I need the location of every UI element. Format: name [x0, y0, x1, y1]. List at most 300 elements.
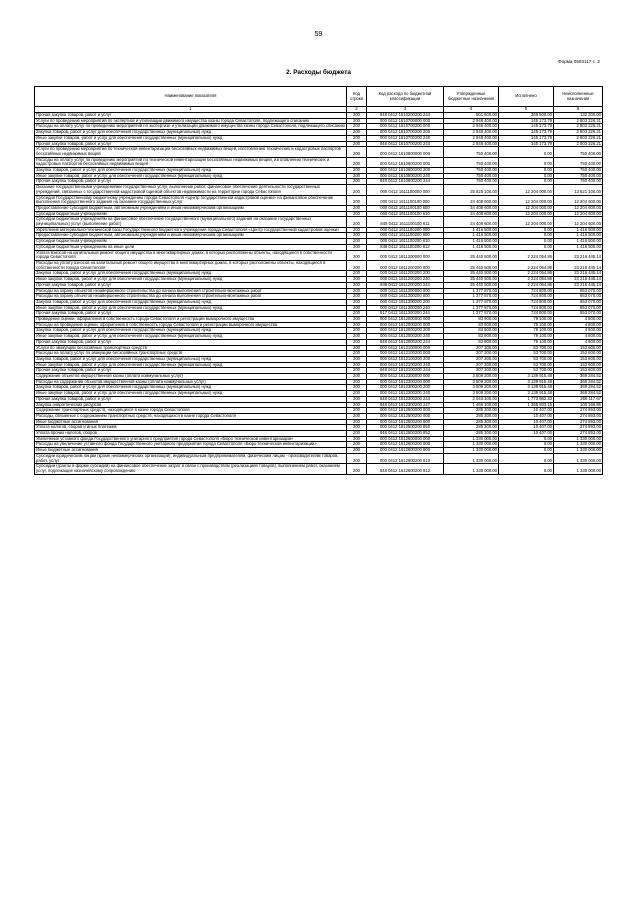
- row-approved-cell: 83 900.00: [444, 322, 499, 328]
- row-executed-cell: 12 204 000.00: [499, 205, 554, 211]
- row-classification-cell: 000 0412 1612500000 000: [367, 408, 444, 414]
- row-unexecuted-cell: 369 284.52: [554, 379, 603, 385]
- row-code-cell: 200: [347, 362, 367, 368]
- column-number: 4: [444, 107, 499, 113]
- row-classification-cell: 000 0412 1612300000 000: [367, 374, 444, 380]
- row-approved-cell: 3 509 200.00: [444, 385, 499, 391]
- row-unexecuted-cell: 369 284.52: [554, 391, 603, 397]
- row-classification-cell: 000 0412 1612300200 200: [367, 385, 444, 391]
- row-name-cell: Расходы на оплату услуг по проведению мероприятий по технической инвентаризации бесхозяйных недвижимых вещей, изготовлению технических и кадастровых паспортов бесхозяйных недвижимых вещей: [35, 157, 347, 167]
- row-code-cell: 200: [347, 356, 367, 362]
- row-classification-cell: 000 0412 1612500200 000: [367, 413, 444, 419]
- row-approved-cell: 25 825 100.00: [444, 185, 499, 195]
- row-name-cell: Расходы на оплату услуг по проведению мероприятий по экспертизе и утилизации движимого имущества казны города Севастополя, подлежащего списанию: [36, 123, 345, 129]
- row-name-cell: Иные закупки товаров, работ и услуг для обеспечения государственных (муниципальных) нужд: [35, 277, 347, 283]
- row-approved-cell: 1 330 000.00: [444, 464, 499, 474]
- row-code-cell: 200: [347, 288, 367, 294]
- row-unexecuted-cell: 653 070.00: [554, 299, 603, 305]
- row-classification-cell: 000 0412 1611300200 240: [367, 305, 444, 311]
- column-number: 2: [347, 107, 367, 113]
- row-name-cell: Прочая закупка товаров, работ и услуг: [35, 311, 347, 317]
- row-approved-cell: 1 416 500.00: [444, 239, 499, 245]
- row-approved-cell: 24 408 600.00: [444, 205, 499, 211]
- row-unexecuted-cell: 153 600.00: [554, 345, 603, 351]
- row-executed-cell: 10 407.00: [499, 413, 554, 419]
- row-name-cell: Иные закупки товаров, работ и услуг для обеспечения государственных (муниципальных) нужд: [35, 391, 347, 397]
- row-approved-cell: 1 330 000.00: [444, 442, 499, 448]
- row-classification-cell: 000 0412 1612600200 810: [367, 453, 444, 463]
- row-executed-cell: 2 224 054.86: [499, 282, 554, 288]
- row-unexecuted-cell: 23 216 445.14: [554, 250, 603, 260]
- row-classification-cell: 000 0412 1611100000 000: [367, 185, 444, 195]
- row-executed-cell: 145 173.79: [499, 135, 554, 141]
- row-approved-cell: 83 900.00: [444, 317, 499, 323]
- row-classification-cell: 000 0412 1612500200 800: [367, 419, 444, 425]
- row-classification-cell: 000 0412 1612000200 000: [367, 322, 444, 328]
- row-approved-cell: 207 300.00: [444, 351, 499, 357]
- row-unexecuted-cell: 750 400.00: [554, 157, 603, 167]
- row-executed-cell: 3 139 915.48: [499, 379, 554, 385]
- row-approved-cell: 24 408 600.00: [444, 217, 499, 227]
- row-approved-cell: 1 330 000.00: [444, 436, 499, 442]
- row-name-cell: Субсидии бюджетным учреждениям на финансовое обеспечение государственного (муниципального) задания на оказание государственных (муниципальных) услуг (выполнение работ): [35, 217, 347, 227]
- row-unexecuted-cell: 1 330 000.00: [554, 442, 603, 448]
- row-name-cell: Расходы на содержание объектов имущественной казны (оплата коммунальных услуг): [35, 379, 347, 385]
- row-code-cell: 200: [347, 244, 367, 250]
- row-unexecuted-cell: 4 800.00: [554, 334, 603, 340]
- row-unexecuted-cell: 1 416 500.00: [554, 244, 603, 250]
- row-code-cell: 200: [347, 453, 367, 463]
- row-code-cell: 200: [347, 185, 367, 195]
- row-code-cell: 200: [347, 413, 367, 419]
- row-code-cell: 200: [347, 299, 367, 305]
- row-approved-cell: 2 948 400.00: [444, 124, 499, 130]
- row-unexecuted-cell: 2 803 226.21: [554, 135, 603, 141]
- row-name-cell: Закупка товаров, работ и услуг для обеспечения государственных (муниципальных) нужд: [35, 356, 347, 362]
- row-code-cell: 200: [347, 464, 367, 474]
- row-code-cell: 200: [347, 294, 367, 300]
- row-code-cell: 200: [347, 233, 367, 239]
- row-code-cell: 200: [347, 282, 367, 288]
- row-approved-cell: 83 900.00: [444, 339, 499, 345]
- row-approved-cell: 207 300.00: [444, 345, 499, 351]
- row-name-cell: Закупка энергетических ресурсов: [35, 402, 347, 408]
- row-unexecuted-cell: 13 621 100.00: [554, 185, 603, 195]
- column-header-unexecuted: Неисполненные назначения: [554, 87, 603, 107]
- row-executed-cell: 12 204 000.00: [499, 211, 554, 217]
- row-code-cell: 200: [347, 271, 367, 277]
- row-executed-cell: 0.00: [499, 448, 554, 454]
- row-code-cell: 200: [347, 141, 367, 147]
- table-row: [35, 453, 603, 463]
- row-classification-cell: 848 0412 1612100200 244: [367, 368, 444, 374]
- row-executed-cell: 0.00: [499, 227, 554, 233]
- row-unexecuted-cell: 23 216 445.14: [554, 282, 603, 288]
- row-executed-cell: 10 407.00: [499, 431, 554, 437]
- row-name-cell: Прочая закупка товаров, работ и услуг: [35, 113, 347, 119]
- row-approved-cell: 1 416 500.00: [444, 227, 499, 233]
- row-executed-cell: 79 100.00: [499, 328, 554, 334]
- row-code-cell: 200: [347, 374, 367, 380]
- row-approved-cell: 2 043 100.00: [444, 396, 499, 402]
- row-code-cell: 200: [347, 334, 367, 340]
- row-executed-cell: 145 173.79: [499, 118, 554, 124]
- row-name-cell: Содержание объектов имущественной казны (оплата коммунальных услуг): [35, 374, 347, 380]
- row-unexecuted-cell: 750 400.00: [554, 173, 603, 179]
- row-name-cell: Прочая закупка товаров, работ и услуг: [35, 282, 347, 288]
- row-unexecuted-cell: 750 400.00: [554, 168, 603, 174]
- row-executed-cell: 79 100.00: [499, 334, 554, 340]
- row-code-cell: 200: [347, 305, 367, 311]
- row-classification-cell: 000 0412 1612000000 000: [367, 317, 444, 323]
- row-code-cell: 200: [347, 396, 367, 402]
- row-code-cell: 200: [347, 239, 367, 245]
- row-classification-cell: 000 0412 1610800200 240: [367, 173, 444, 179]
- row-name-cell: Закупка товаров, работ и услуг для обеспечения государственных (муниципальных) нужд: [35, 168, 347, 174]
- row-unexecuted-cell: 4 800.00: [554, 328, 603, 334]
- row-executed-cell: 0.00: [499, 147, 554, 157]
- row-code-cell: 200: [347, 205, 367, 211]
- row-name-cell: Закупка товаров, работ и услуг для обеспечения государственных (муниципальных) нужд: [35, 130, 347, 136]
- row-unexecuted-cell: 653 070.00: [554, 288, 603, 294]
- row-code-cell: 200: [347, 379, 367, 385]
- row-unexecuted-cell: 274 893.00: [554, 431, 603, 437]
- row-executed-cell: 0.00: [499, 442, 554, 448]
- row-name-cell: Расходы на увеличение уставного фонда Государственного унитарного предприятия города Севастополя «Бюро технической инвентаризации»: [35, 442, 347, 448]
- row-name-cell: Прочая закупка товаров, работ и услуг: [35, 368, 347, 374]
- row-unexecuted-cell: 4 800.00: [554, 339, 603, 345]
- row-classification-cell: 000 0412 1610800200 200: [367, 168, 444, 174]
- row-code-cell: 200: [347, 436, 367, 442]
- row-executed-cell: 10 407.00: [499, 425, 554, 431]
- row-name-cell: Иные бюджетные ассигнования: [35, 448, 347, 454]
- row-unexecuted-cell: 269 117.67: [554, 396, 603, 402]
- row-unexecuted-cell: 12 204 600.00: [554, 211, 603, 217]
- row-classification-cell: 000 0412 1611100100 610: [367, 211, 444, 217]
- row-approved-cell: 750 400.00: [444, 147, 499, 157]
- row-executed-cell: 53 700.00: [499, 351, 554, 357]
- row-approved-cell: 24 408 600.00: [444, 211, 499, 217]
- row-classification-cell: 000 0412 1610800200 000: [367, 157, 444, 167]
- row-code-cell: 200: [347, 173, 367, 179]
- table-row: [35, 250, 603, 260]
- table-row: [35, 157, 603, 167]
- row-code-cell: 200: [347, 328, 367, 334]
- row-approved-cell: 2 948 400.00: [444, 130, 499, 136]
- row-executed-cell: 369 500.00: [499, 113, 554, 119]
- row-name-cell: Субсидии бюджетным учреждениям: [35, 239, 347, 245]
- row-executed-cell: 0.00: [499, 157, 554, 167]
- row-executed-cell: 724 800.00: [499, 294, 554, 300]
- row-approved-cell: 2 948 400.00: [444, 141, 499, 147]
- row-approved-cell: 1 377 870.00: [444, 288, 499, 294]
- column-header-approved: Утвержденные бюджетные назначения: [444, 87, 499, 107]
- row-unexecuted-cell: 274 893.00: [554, 408, 603, 414]
- row-unexecuted-cell: 23 216 445.14: [554, 260, 603, 270]
- row-executed-cell: 1 773 982.33: [499, 396, 554, 402]
- row-classification-cell: 000 0412 1611200200 240: [367, 277, 444, 283]
- row-executed-cell: 724 800.00: [499, 311, 554, 317]
- row-code-cell: 200: [347, 124, 367, 130]
- row-unexecuted-cell: 153 600.00: [554, 356, 603, 362]
- row-code-cell: 200: [347, 322, 367, 328]
- row-approved-cell: 1 377 870.00: [444, 305, 499, 311]
- row-approved-cell: 25 440 500.00: [444, 271, 499, 277]
- row-approved-cell: 750 400.00: [444, 168, 499, 174]
- row-code-cell: 200: [347, 211, 367, 217]
- row-unexecuted-cell: 23 216 445.14: [554, 277, 603, 283]
- row-classification-cell: 000 0412 1612500200 850: [367, 425, 444, 431]
- row-classification-cell: 000 0412 1612100000 000: [367, 345, 444, 351]
- row-executed-cell: 0.00: [499, 173, 554, 179]
- row-unexecuted-cell: 1 330 000.00: [554, 453, 603, 463]
- row-code-cell: 200: [347, 168, 367, 174]
- row-approved-cell: 83 900.00: [444, 334, 499, 340]
- row-executed-cell: 2 224 054.86: [499, 260, 554, 270]
- row-classification-cell: 000 0412 1612300200 240: [367, 391, 444, 397]
- row-name-cell: Расходы на охрану объектов незавершенного строительства до начала выполнения строительно-монтажных работ: [35, 288, 347, 294]
- row-approved-cell: 750 400.00: [444, 157, 499, 167]
- row-unexecuted-cell: 653 070.00: [554, 305, 603, 311]
- row-code-cell: 200: [347, 130, 367, 136]
- row-executed-cell: 1 365 933.15: [499, 402, 554, 408]
- row-name-cell: Расходы, связанные с содержанием транспортных средств, находящихся в казне города Севастополя: [35, 413, 347, 419]
- row-approved-cell: 25 440 500.00: [444, 260, 499, 270]
- row-code-cell: 200: [347, 339, 367, 345]
- row-unexecuted-cell: 274 893.00: [554, 419, 603, 425]
- row-code-cell: 200: [347, 260, 367, 270]
- row-name-cell: Закупка товаров, работ и услуг для обеспечения государственных (муниципальных) нужд: [35, 271, 347, 277]
- row-executed-cell: 10 407.00: [499, 419, 554, 425]
- table-row: [35, 217, 603, 227]
- row-executed-cell: 724 800.00: [499, 288, 554, 294]
- row-name-cell: Субсидии бюджетным учреждениям на иные цели: [35, 244, 347, 250]
- row-classification-cell: 000 0412 1611200200 000: [367, 260, 444, 270]
- row-name-cell: Закупка товаров, работ и услуг для обеспечения государственных (муниципальных) нужд: [35, 385, 347, 391]
- row-executed-cell: 724 800.00: [499, 299, 554, 305]
- row-approved-cell: 1 377 870.00: [444, 311, 499, 317]
- row-unexecuted-cell: 153 600.00: [554, 362, 603, 368]
- row-unexecuted-cell: 2 803 226.21: [554, 141, 603, 147]
- table-row: [35, 195, 603, 205]
- row-code-cell: 200: [347, 351, 367, 357]
- row-classification-cell: 000 0412 1612100200 240: [367, 362, 444, 368]
- row-classification-cell: 848 0412 1611200200 244: [367, 282, 444, 288]
- row-name-cell: Прочая закупка товаров, работ и услуг: [35, 141, 347, 147]
- row-classification-cell: 000 0412 1611300000 000: [367, 288, 444, 294]
- row-name-cell: Иные закупки товаров, работ и услуг для обеспечения государственных (муниципальных) нужд: [35, 173, 347, 179]
- column-number: 6: [554, 107, 603, 113]
- row-code-cell: 200: [347, 135, 367, 141]
- row-classification-cell: 848 0412 1611100200 612: [367, 244, 444, 250]
- row-code-cell: 200: [347, 448, 367, 454]
- row-executed-cell: 3 139 915.48: [499, 374, 554, 380]
- section-title: 2. Расходы бюджета: [286, 69, 351, 76]
- row-classification-cell: 848 0412 1610200200 244: [367, 113, 444, 119]
- row-executed-cell: 145 173.79: [499, 130, 554, 136]
- row-executed-cell: 0.00: [499, 464, 554, 474]
- row-approved-cell: 207 300.00: [444, 356, 499, 362]
- row-code-cell: 200: [347, 442, 367, 448]
- row-name-cell: Уплата налогов, сборов и иных платежей: [35, 425, 347, 431]
- row-unexecuted-cell: 1 416 500.00: [554, 233, 603, 239]
- row-executed-cell: 724 800.00: [499, 305, 554, 311]
- row-classification-cell: 000 0412 1612100200 200: [367, 356, 444, 362]
- row-code-cell: 200: [347, 227, 367, 233]
- row-classification-cell: 000 0412 1610700200 000: [367, 124, 444, 130]
- row-classification-cell: 848 0412 1612500200 852: [367, 431, 444, 437]
- row-code-cell: 200: [347, 217, 367, 227]
- row-name-cell: Субсидия Государственному бюджетному учреждению города Севастополя «Центр государственной кадастровой оценки» на финансовое обеспечение выполнения государственного задания на оказание государственных услуг: [35, 195, 347, 205]
- row-approved-cell: 501 600.00: [444, 113, 499, 119]
- row-approved-cell: 24 408 600.00: [444, 195, 499, 205]
- row-code-cell: 200: [347, 425, 367, 431]
- row-executed-cell: 2 224 054.86: [499, 271, 554, 277]
- row-name-cell: Прочая закупка товаров, работ и услуг: [35, 339, 347, 345]
- row-name-cell: Иные закупки товаров, работ и услуг для обеспечения государственных (муниципальных) нужд: [35, 135, 347, 141]
- row-classification-cell: 848 0412 1610700200 244: [367, 141, 444, 147]
- row-classification-cell: 000 0412 1611300200 000: [367, 294, 444, 300]
- row-code-cell: 200: [347, 179, 367, 185]
- table-header-row: [35, 87, 603, 107]
- row-classification-cell: 000 0412 1610700200 240: [367, 135, 444, 141]
- row-executed-cell: 2 224 054.86: [499, 277, 554, 283]
- row-classification-cell: 000 0412 1610700200 200: [367, 130, 444, 136]
- row-executed-cell: 0.00: [499, 179, 554, 185]
- row-executed-cell: 53 700.00: [499, 362, 554, 368]
- row-unexecuted-cell: 653 070.00: [554, 294, 603, 300]
- row-approved-cell: 83 900.00: [444, 328, 499, 334]
- row-approved-cell: 750 400.00: [444, 173, 499, 179]
- budget-expenses-table: [34, 86, 603, 475]
- row-classification-cell: 817 0412 1611300200 244: [367, 311, 444, 317]
- row-unexecuted-cell: 2 803 226.21: [554, 124, 603, 130]
- row-unexecuted-cell: 23 216 445.14: [554, 271, 603, 277]
- row-executed-cell: 2 224 054.86: [499, 250, 554, 260]
- column-number: 3: [367, 107, 444, 113]
- row-executed-cell: 79 100.00: [499, 322, 554, 328]
- row-executed-cell: 3 139 915.48: [499, 385, 554, 391]
- row-unexecuted-cell: 2 803 226.21: [554, 118, 603, 124]
- row-name-cell: Уплата прочих налогов, сборов: [35, 431, 347, 437]
- row-approved-cell: 2 948 400.00: [444, 135, 499, 141]
- row-classification-cell: 000 0412 1612600200 000: [367, 442, 444, 448]
- row-name-cell: Услуги по эвакуации бесхозяйных транспортных средств: [35, 345, 347, 351]
- row-approved-cell: 1 330 000.00: [444, 453, 499, 463]
- row-unexecuted-cell: 750 400.00: [554, 179, 603, 185]
- row-unexecuted-cell: 369 284.52: [554, 385, 603, 391]
- row-classification-cell: 848 0412 1610800200 244: [367, 179, 444, 185]
- column-header-line-code: Код строки: [347, 87, 367, 107]
- row-unexecuted-cell: 274 893.00: [554, 425, 603, 431]
- row-unexecuted-cell: 369 284.52: [554, 374, 603, 380]
- row-code-cell: 200: [347, 250, 367, 260]
- row-code-cell: 200: [347, 408, 367, 414]
- row-classification-cell: 000 0412 1612300200 000: [367, 379, 444, 385]
- table-row: [35, 464, 603, 474]
- row-approved-cell: 3 509 200.00: [444, 391, 499, 397]
- row-name-cell: Укрепление материально-технической базы Государственного бюджетного учреждения города Севастополя «Центр государственной кадастровой оценки»: [35, 227, 347, 233]
- row-approved-cell: 207 300.00: [444, 368, 499, 374]
- row-name-cell: Иные бюджетные ассигнования: [35, 419, 347, 425]
- row-approved-cell: 3 509 200.00: [444, 379, 499, 385]
- row-code-cell: 200: [347, 118, 367, 124]
- row-approved-cell: 3 509 200.00: [444, 374, 499, 380]
- row-code-cell: 200: [347, 277, 367, 283]
- row-name-cell: Предоставление субсидий бюджетным, автономным учреждениям и иным некоммерческим организациям: [35, 205, 347, 211]
- row-executed-cell: 0.00: [499, 233, 554, 239]
- row-executed-cell: 10 407.00: [499, 408, 554, 414]
- row-executed-cell: 3 139 915.48: [499, 391, 554, 397]
- row-classification-cell: 000 0412 1611100200 610: [367, 239, 444, 245]
- row-executed-cell: 0.00: [499, 453, 554, 463]
- row-approved-cell: 1 416 500.00: [444, 244, 499, 250]
- row-classification-cell: 000 0412 1611100100 000: [367, 195, 444, 205]
- row-code-cell: 200: [347, 345, 367, 351]
- row-approved-cell: 285 300.00: [444, 431, 499, 437]
- row-code-cell: 200: [347, 385, 367, 391]
- column-header-name: Наименование показателя: [35, 87, 347, 107]
- row-classification-cell: 000 0412 1612100200 000: [367, 351, 444, 357]
- row-code-cell: 200: [347, 157, 367, 167]
- row-executed-cell: 0.00: [499, 168, 554, 174]
- row-approved-cell: 207 300.00: [444, 362, 499, 368]
- row-unexecuted-cell: 1 330 000.00: [554, 436, 603, 442]
- row-name-cell: Субсидии юридическим лицам (кроме некоммерческих организаций), индивидуальным предпринимателям, физическим лицам - производителям товаров, работ, услуг: [35, 453, 347, 463]
- row-classification-cell: 000 0412 1612600000 000: [367, 436, 444, 442]
- row-name-cell: Оказание государственными учреждениями государственных услуг, выполнение работ, финансовое обеспечение деятельности государственных учреждений, связанных с государственной кадастровой оценкой объектов недвижимости на территории города Севастополя: [35, 185, 347, 195]
- row-code-cell: 200: [347, 402, 367, 408]
- row-executed-cell: 12 204 000.00: [499, 185, 554, 195]
- row-executed-cell: 0.00: [499, 244, 554, 250]
- row-code-cell: 200: [347, 195, 367, 205]
- row-name-cell: Услуги по проведению мероприятий по технической инвентаризации бесхозяйных недвижимых вещей, изготовлению технических и кадастровых паспортов бесхозяйных недвижимых вещей: [35, 147, 347, 157]
- row-name-cell: Расходы на уплату взносов на капитальный ремонт общего имущества в многоквартирных домах, в которых расположены объекты, находящиеся в собственности города Севастополя: [35, 260, 347, 270]
- row-approved-cell: 1 377 870.00: [444, 294, 499, 300]
- row-name-cell: Прочая закупка товаров, работ и услуг: [35, 179, 347, 185]
- row-unexecuted-cell: 1 416 500.00: [554, 227, 603, 233]
- row-classification-cell: 848 0412 1612300200 247: [367, 402, 444, 408]
- row-code-cell: 200: [347, 391, 367, 397]
- column-header-classification-code: Код расхода по бюджетной классификации: [367, 87, 444, 107]
- row-approved-cell: 1 330 000.00: [444, 448, 499, 454]
- row-executed-cell: 0.00: [499, 436, 554, 442]
- table-row: [35, 147, 603, 157]
- row-executed-cell: 0.00: [499, 239, 554, 245]
- row-unexecuted-cell: 12 204 600.00: [554, 195, 603, 205]
- row-approved-cell: 25 440 500.00: [444, 277, 499, 283]
- row-name-cell: Уплата взносов на капитальный ремонт общего имущества в многоквартирных домах, в которых расположены объекты, находящиеся в собственности города Севастополя: [35, 250, 347, 260]
- row-classification-cell: 000 0412 1612000200 200: [367, 328, 444, 334]
- row-name-cell: Предоставление субсидий бюджетным, автономным учреждениям и иным некоммерческим организациям: [35, 233, 347, 239]
- row-unexecuted-cell: 1 416 500.00: [554, 239, 603, 245]
- row-classification-cell: 000 0412 1610800000 000: [367, 147, 444, 157]
- row-approved-cell: 1 416 500.00: [444, 233, 499, 239]
- row-unexecuted-cell: 153 600.00: [554, 351, 603, 357]
- row-name-cell: Расходы на проведение оценки, оформления в собственность города Севастополя и регистрации выморочного имущества: [35, 322, 347, 328]
- row-unexecuted-cell: 4 800.00: [554, 322, 603, 328]
- row-classification-cell: 000 0412 1612000200 240: [367, 334, 444, 340]
- row-executed-cell: 79 100.00: [499, 339, 554, 345]
- row-executed-cell: 53 700.00: [499, 356, 554, 362]
- row-approved-cell: 2 948 400.00: [444, 118, 499, 124]
- table-row: [35, 260, 603, 270]
- row-code-cell: 200: [347, 113, 367, 119]
- row-classification-cell: 000 0412 1612600200 800: [367, 448, 444, 454]
- row-code-cell: 200: [347, 368, 367, 374]
- row-name-cell: Субсидии бюджетным учреждениям: [35, 211, 347, 217]
- row-unexecuted-cell: 153 600.00: [554, 368, 603, 374]
